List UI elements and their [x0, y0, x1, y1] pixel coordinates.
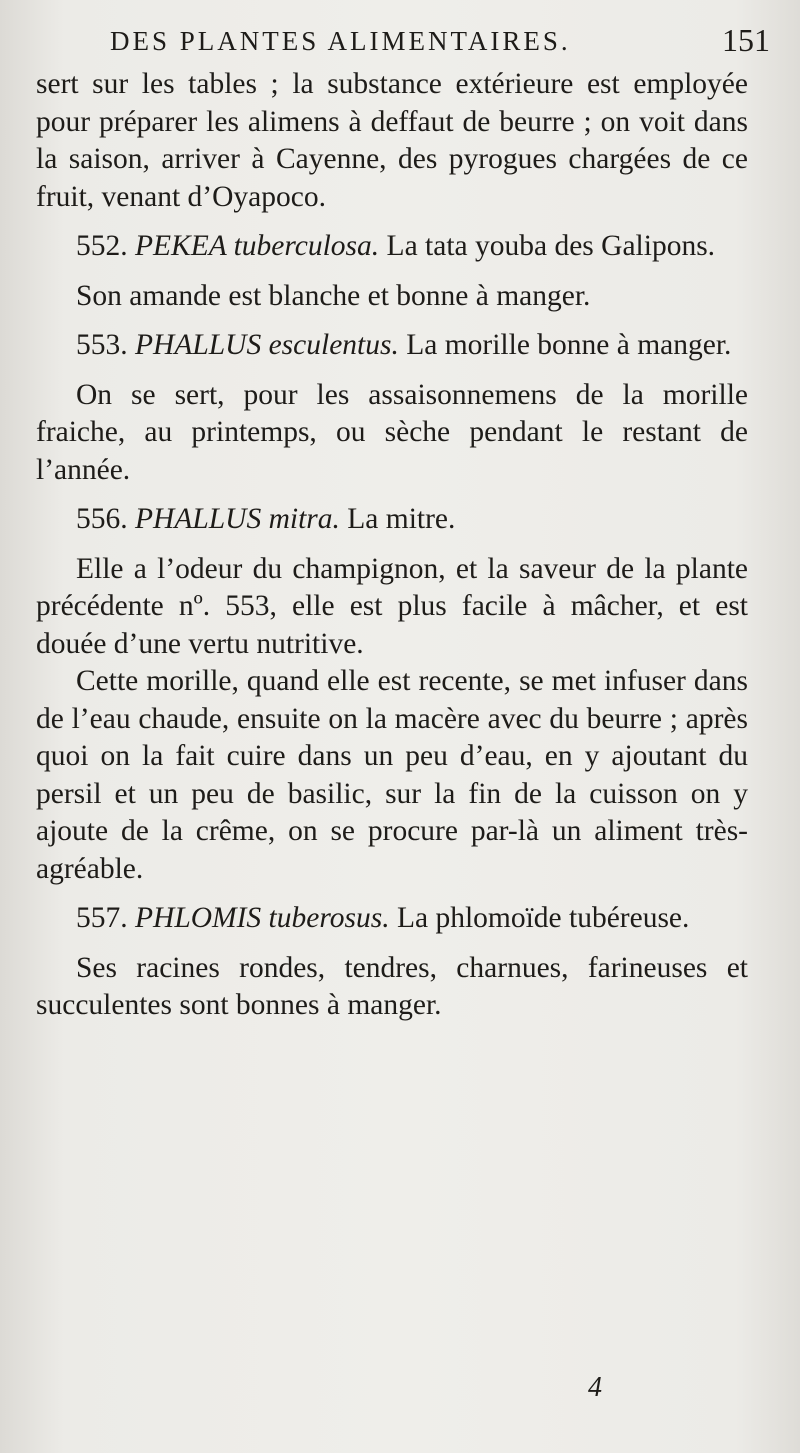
common-name: La tata youba des Galipons.	[386, 230, 716, 262]
entry-556-heading	[36, 501, 748, 539]
page-body	[36, 66, 748, 1025]
species-name: PHALLUS mitra.	[135, 503, 340, 535]
entry-number: 552.	[76, 230, 128, 262]
continued-paragraph: sert sur les tables ; la substance extérieure est employée pour préparer les alimens à deffaut de beurre ; on voit dans la saison, arriver à Cayenne, des pyrogues chargées de ce fruit, venant d’Oyapoco.	[36, 68, 748, 213]
entry-number: 556.	[76, 503, 128, 535]
running-head	[110, 22, 770, 66]
entry-552-text: Son amande est blanche et bonne à manger.	[76, 279, 591, 312]
entry-553-heading	[36, 327, 748, 365]
entry-number: 553.	[76, 329, 128, 361]
entry-number: 557.	[76, 902, 128, 934]
entry-553-text: On se sert, pour les assaisonnemens de la morille fraiche, au printemps, ou sèche pendant le restant de l’année.	[36, 378, 748, 486]
entry-556-text-2: Cette morille, quand elle est recente, se met infuser dans de l’eau chaude, ensuite on la macère avec du beurre ; après quoi on la fait cuire dans un peu d’eau, en y ajoutant du persil et un peu de basilic, sur la fin de la cuisson on y ajoute de la crême, on se procure par-là un aliment très-agréable.	[36, 665, 748, 885]
entry-557-heading	[36, 900, 748, 938]
species-name: PHALLUS esculentus.	[135, 329, 399, 361]
common-name: La phlomoïde tubéreuse.	[396, 902, 690, 934]
signature-mark: 4	[588, 1372, 602, 1403]
entry-557-text: Ses racines rondes, tendres, charnues, farineuses et succulentes sont bonnes à manger.	[36, 951, 748, 1021]
page-number: 151	[722, 22, 770, 58]
common-name: La mitre.	[347, 503, 456, 535]
running-title: DES PLANTES ALIMENTAIRES.	[110, 26, 571, 56]
entry-552-heading	[36, 228, 748, 266]
species-name: PEKEA tuberculosa.	[135, 230, 380, 262]
entry-556-text-1: Elle a l’odeur du champignon, et la saveur de la plante précédente nº. 553, elle est plus facile à mâcher, et est douée d’une vertu nutritive.	[36, 552, 748, 660]
species-name: PHLOMIS tuberosus.	[135, 902, 390, 934]
common-name: La morille bonne à manger.	[406, 329, 732, 361]
